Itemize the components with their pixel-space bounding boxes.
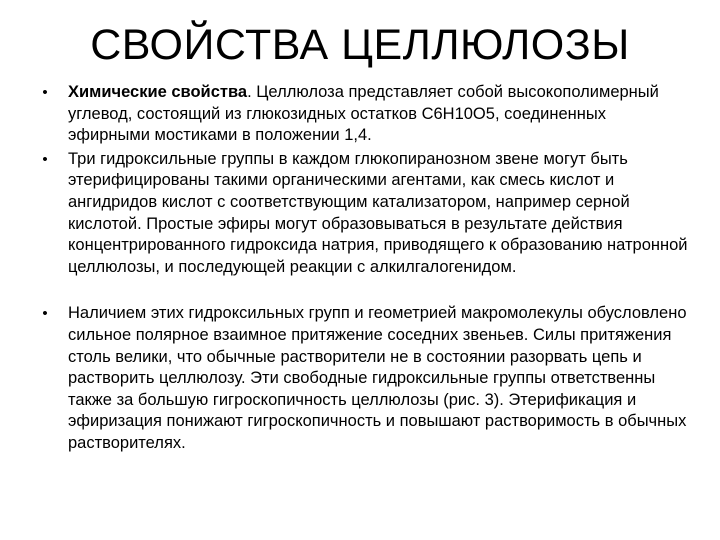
bullet-marker-icon: • (42, 305, 48, 323)
bullet-lead-text: Химические свойства (68, 83, 248, 101)
bullet-item-chemical-properties (38, 82, 688, 147)
bullet-text: Три гидроксильные группы в каждом глюкопиранозном звене могут быть этерифицированы такими органическими агентами, как смесь кислот и ангидридов кислот с соответствующим катализатором, например серной кислотой. Простые эфиры могут образовываться в результате действия концентрированного гидроксида натрия, приводящего к образованию натронной целлюлозы, и последующей реакции с алкилгалогенидом. (68, 149, 688, 276)
bullet-item-polar-attraction (38, 303, 688, 454)
bullet-marker-icon: • (42, 150, 48, 168)
bullet-marker-icon: • (42, 84, 48, 101)
slide-title: СВОЙСТВА ЦЕЛЛЮЛОЗЫ (90, 21, 630, 69)
bullet-item-hydroxyl-groups (38, 149, 688, 279)
bullet-list (38, 82, 688, 455)
bullet-text: . Целлюлоза представляет собой высокополимерный углевод, состоящий из глюкозидных остатков С6Н10О5, соединенных эфирными мостиками в положении 1,4. (68, 83, 659, 145)
bullet-text: Наличием этих гидроксильных групп и геометрией макромолекулы обусловлено сильное полярное взаимное притяжение соседних звеньев. Силы притяжения столь велики, что обычные растворители не в состоянии разорвать цепь и растворить целлюлозу. Эти свободные гидроксильные группы ответственны также за большую гигроскопичность целлюлозы (рис. 3). Этерификация и эфиризация понижают гигроскопичность и повышают растворимость в обычных растворителях. (68, 304, 687, 452)
